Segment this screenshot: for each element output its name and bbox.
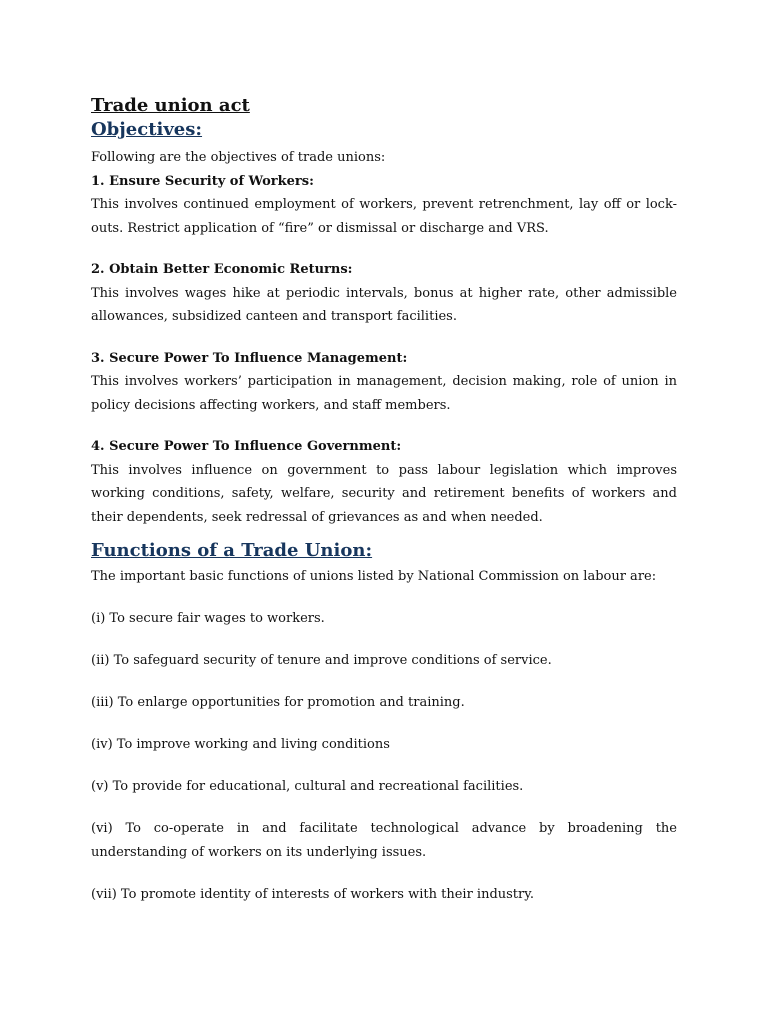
functions-intro: The important basic functions of unions listed by National Commission on labour are: — [91, 569, 657, 584]
objective-body: This involves influence on government to pass labour legislation which improves working conditions, safety, welfare, security and retirement benefits of workers and their dependents, seek redressal of grievances as and when needed. — [91, 462, 677, 525]
objectives-intro: Following are the objectives of trade unions: — [91, 150, 386, 165]
objective-heading: 1. Ensure Security of Workers: — [91, 173, 314, 189]
objective-heading: 3. Secure Power To Influence Management: — [91, 350, 408, 366]
function-item: (vi) To co-operate in and facilitate technological advance by broadening the understanding of workers on its underlying issues. — [91, 821, 677, 860]
document-page — [91, 94, 677, 906]
objective-item — [91, 347, 677, 418]
function-item: (i) To secure fair wages to workers. — [91, 611, 325, 626]
functions-heading: Functions of a Trade Union: — [91, 540, 373, 561]
objective-body: This involves workers’ participation in management, decision making, role of union in policy decisions affecting workers, and staff members. — [91, 374, 677, 413]
function-item: (iv) To improve working and living conditions — [91, 737, 390, 752]
document-title: Trade union act — [91, 95, 250, 116]
function-item: (v) To provide for educational, cultural and recreational facilities. — [91, 779, 524, 794]
objective-body: This involves continued employment of workers, prevent retrenchment, lay off or lock-outs. Restrict application of “fire” or dismissal or discharge and VRS. — [91, 197, 677, 236]
objective-heading: 4. Secure Power To Influence Government: — [91, 439, 402, 454]
objectives-heading: Objectives: — [91, 119, 203, 140]
objective-item — [91, 170, 677, 241]
objective-body: This involves wages hike at periodic intervals, bonus at higher rate, other admissible allowances, subsidized canteen and transport facilities. — [91, 285, 677, 324]
function-item: (iii) To enlarge opportunities for promotion and training. — [91, 695, 465, 710]
objective-item — [91, 258, 677, 329]
objective-item — [91, 435, 677, 529]
function-item: (vii) To promote identity of interests of workers with their industry. — [91, 886, 534, 902]
objective-heading: 2. Obtain Better Economic Returns: — [91, 262, 353, 277]
function-item: (ii) To safeguard security of tenure and improve conditions of service. — [91, 653, 552, 668]
